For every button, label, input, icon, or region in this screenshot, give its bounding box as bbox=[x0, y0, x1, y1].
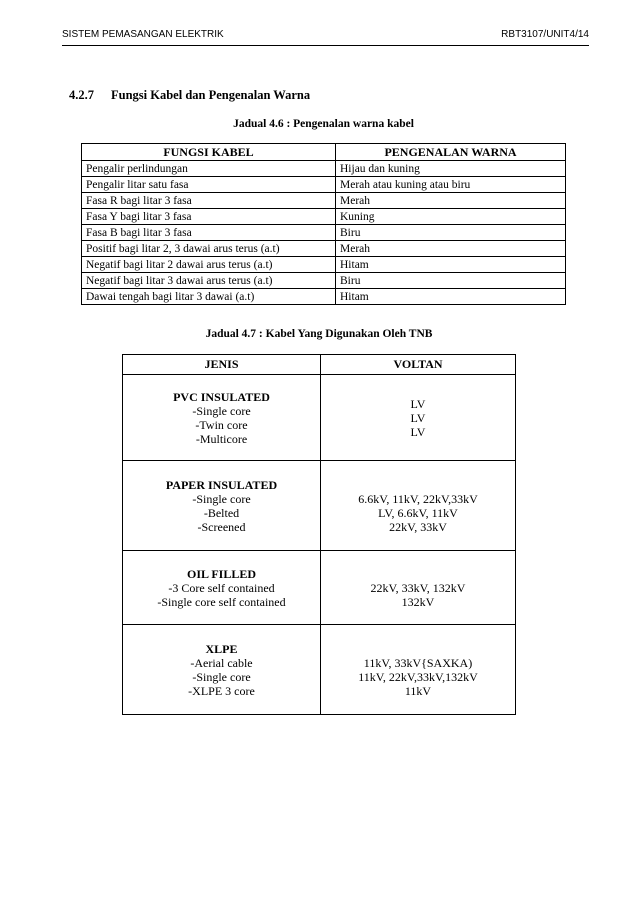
table-row bbox=[82, 177, 566, 193]
voltage-value: 11kV bbox=[404, 683, 432, 698]
cell-colour: Kuning bbox=[336, 209, 566, 225]
cable-subtype: -Screened bbox=[197, 519, 246, 534]
header-code: RBT3107/UNIT4/14 bbox=[501, 29, 589, 40]
voltage-value: LV bbox=[410, 424, 426, 439]
cell-voltage bbox=[321, 375, 516, 461]
column-header-type: JENIS bbox=[123, 355, 321, 375]
table-row bbox=[123, 551, 516, 625]
cell-colour: Biru bbox=[336, 225, 566, 241]
cable-subtype: -Twin core bbox=[195, 417, 248, 432]
cell-voltage bbox=[321, 551, 516, 625]
cable-subtype: -Belted bbox=[203, 505, 240, 520]
cell-function: Pengalir litar satu fasa bbox=[82, 177, 336, 193]
cell-function: Pengalir perlindungan bbox=[82, 161, 336, 177]
cell-cable-type bbox=[123, 551, 321, 625]
table-row bbox=[82, 241, 566, 257]
cell-colour: Merah atau kuning atau biru bbox=[336, 177, 566, 193]
cell-voltage bbox=[321, 461, 516, 551]
cell-function: Negatif bagi litar 2 dawai arus terus (a.t) bbox=[82, 257, 336, 273]
cable-type-name: OIL FILLED bbox=[186, 566, 257, 581]
table-row bbox=[82, 257, 566, 273]
cell-function: Dawai tengah bagi litar 3 dawai (a.t) bbox=[82, 289, 336, 305]
table-row bbox=[82, 209, 566, 225]
table-header-row bbox=[82, 144, 566, 161]
cell-colour: Biru bbox=[336, 273, 566, 289]
table-row bbox=[123, 461, 516, 551]
section-title: Fungsi Kabel dan Pengenalan Warna bbox=[111, 88, 311, 102]
cable-type-name: PVC INSULATED bbox=[173, 389, 270, 404]
table1-caption: Jadual 4.6 : Pengenalan warna kabel bbox=[233, 118, 414, 130]
table-row bbox=[82, 193, 566, 209]
cable-subtype: -Single core bbox=[192, 403, 251, 418]
cable-subtype: -Aerial cable bbox=[190, 655, 253, 670]
cell-colour: Merah bbox=[336, 193, 566, 209]
voltage-value: 22kV, 33kV bbox=[389, 519, 447, 534]
cell-function: Fasa R bagi litar 3 fasa bbox=[82, 193, 336, 209]
cable-subtype: -Single core self contained bbox=[157, 594, 286, 609]
voltage-value: LV bbox=[410, 396, 426, 411]
cell-colour: Hitam bbox=[336, 289, 566, 305]
cell-function: Fasa Y bagi litar 3 fasa bbox=[82, 209, 336, 225]
voltage-value: LV bbox=[410, 410, 426, 425]
cable-subtype: -Multicore bbox=[195, 431, 248, 446]
cable-subtype: -Single core bbox=[192, 491, 251, 506]
table-row bbox=[82, 161, 566, 177]
cell-colour: Merah bbox=[336, 241, 566, 257]
cell-function: Negatif bagi litar 3 dawai arus terus (a.t) bbox=[82, 273, 336, 289]
cell-voltage bbox=[321, 625, 516, 715]
table-row bbox=[82, 225, 566, 241]
column-header-colour: PENGENALAN WARNA bbox=[336, 144, 566, 161]
tnb-cable-table bbox=[122, 354, 516, 715]
table2-caption: Jadual 4.7 : Kabel Yang Digunakan Oleh TNB bbox=[205, 328, 433, 340]
cell-cable-type bbox=[123, 375, 321, 461]
page-header bbox=[62, 29, 589, 46]
voltage-value: 11kV, 33kV{SAXKA) bbox=[363, 655, 473, 670]
cell-function: Positif bagi litar 2, 3 dawai arus terus (a.t) bbox=[82, 241, 336, 257]
voltage-value: 22kV, 33kV, 132kV bbox=[370, 580, 466, 595]
cable-subtype: -Single core bbox=[192, 669, 251, 684]
voltage-value: 11kV, 22kV,33kV,132kV bbox=[358, 669, 478, 684]
section-number: 4.2.7 bbox=[69, 88, 94, 102]
cell-cable-type bbox=[123, 625, 321, 715]
cell-cable-type bbox=[123, 461, 321, 551]
header-title: SISTEM PEMASANGAN ELEKTRIK bbox=[62, 29, 224, 40]
column-header-function: FUNGSI KABEL bbox=[82, 144, 336, 161]
voltage-value: 132kV bbox=[401, 594, 435, 609]
cell-colour: Hitam bbox=[336, 257, 566, 273]
section-heading bbox=[69, 88, 310, 103]
table-row bbox=[82, 289, 566, 305]
column-header-voltage: VOLTAN bbox=[321, 355, 516, 375]
table-header-row bbox=[123, 355, 516, 375]
cable-subtype: -3 Core self contained bbox=[168, 580, 275, 595]
voltage-value: 6.6kV, 11kV, 22kV,33kV bbox=[358, 491, 478, 506]
cell-function: Fasa B bagi litar 3 fasa bbox=[82, 225, 336, 241]
cable-type-name: XLPE bbox=[205, 641, 238, 656]
cell-colour: Hijau dan kuning bbox=[336, 161, 566, 177]
table-row bbox=[82, 273, 566, 289]
table-row bbox=[123, 375, 516, 461]
voltage-value: LV, 6.6kV, 11kV bbox=[378, 505, 458, 520]
table-row bbox=[123, 625, 516, 715]
cable-colour-table bbox=[81, 143, 566, 305]
cable-type-name: PAPER INSULATED bbox=[165, 477, 278, 492]
cable-subtype: -XLPE 3 core bbox=[188, 683, 255, 698]
